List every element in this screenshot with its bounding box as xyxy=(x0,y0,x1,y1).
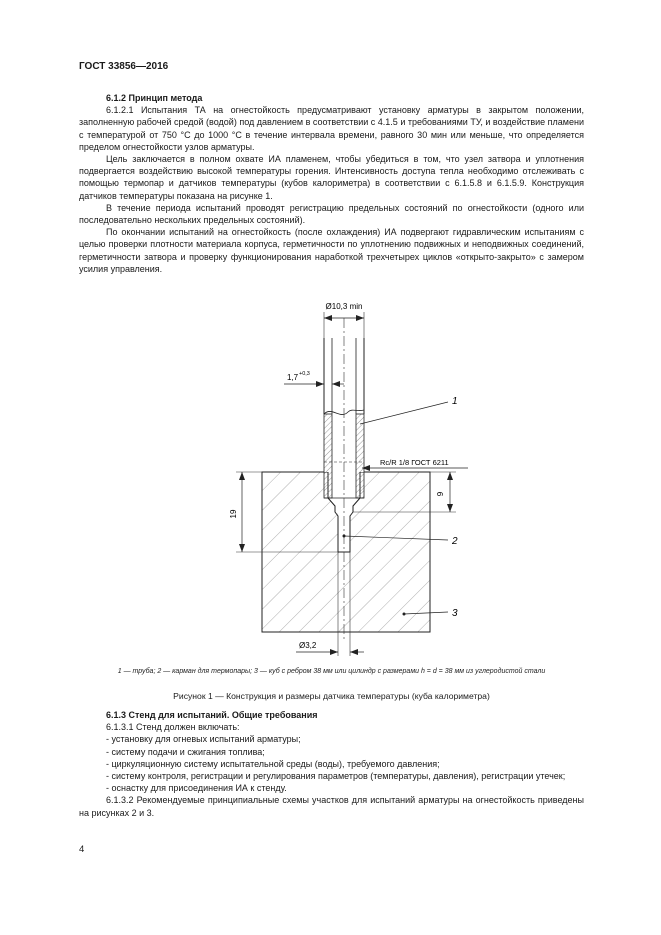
list-item: - оснастку для присоединения ИА к стенду. xyxy=(106,783,287,794)
section-heading: 6.1.2 Принцип метода xyxy=(106,93,203,103)
paragraph: Цель заключается в полном охвате ИА пламенем, чтобы убедиться в том, что узел затвора и уплотнения подвергается воздействию высокой температуры горения. Интенсивность доступа тепла необходимо отслеживать с помощью термопар и датчиков температуры (кубов калориметра) в соответствии с 6.1.5.8 и 6.1.5.9. Конструкция датчиков температуры показана на рисунке 1. xyxy=(79,154,584,201)
dim-wall-thickness: 1,7 xyxy=(287,373,299,382)
document-header: ГОСТ 33856—2016 xyxy=(79,61,169,72)
paragraph: 6.1.3.2 Рекомендуемые принципиальные схемы участков для испытаний арматуры на огнестойкость приведены на рисунках 2 и 3. xyxy=(79,795,584,818)
thread-label: Rc/R 1/8 ГОСТ 6211 xyxy=(380,458,449,467)
paragraph: В течение периода испытаний проводят регистрацию предельных состояний по огнестойкости (одного или последовательно нескольких предельных состояний). xyxy=(79,202,584,226)
page-number: 4 xyxy=(79,844,85,855)
paragraph: 6.1.3.1 Стенд должен включать: xyxy=(106,722,240,733)
figure-legend: 1 — труба; 2 — карман для термопары; 3 — куб с ребром 38 мм или цилиндр с размерами h = d = 38 мм из углеродистой стали xyxy=(117,668,546,675)
list-item: - установку для огневых испытаний арматуры; xyxy=(106,734,301,745)
dim-depth-19: 19 xyxy=(229,509,238,519)
dim-top-diameter: Ø10,3 min xyxy=(325,302,363,311)
section-heading: 6.1.3 Стенд для испытаний. Общие требования xyxy=(106,710,318,720)
callout-2: 2 xyxy=(452,536,458,547)
callout-3: 3 xyxy=(452,608,458,619)
list-item: - систему контроля, регистрации и регулирования параметров (температуры, давления), регистрации утечек; xyxy=(106,771,566,782)
list-item: - систему подачи и сжигания топлива; xyxy=(106,746,265,757)
dim-bottom-diameter: Ø3,2 xyxy=(299,641,317,650)
list-item: - циркуляционную систему испытательной среды (воды), требуемого давления; xyxy=(106,758,440,769)
callout-1: 1 xyxy=(452,396,458,407)
dim-wall-tolerance: +0,3 xyxy=(299,371,310,377)
section-6-1-3 xyxy=(79,709,584,819)
paragraph: По окончании испытаний на огнестойкость (после охлаждения) ИА подвергают гидравлическим испытаниям с целью проверки плотности материала корпуса, герметичности по уплотнению подвижных и неподвижных соединений, герметичности затвора и проверку функционирования наработкой трехчетырех циклов «открыто-закрыто» с замером усилия управления. xyxy=(79,227,584,274)
figure-caption: Рисунок 1 — Конструкция и размеры датчика температуры (куба калориметра) xyxy=(173,691,490,701)
paragraph: 6.1.2.1 Испытания ТА на огнестойкость предусматривают установку арматуры в закрытом положении, заполненную рабочей средой (водой) под давлением в соответствии с 4.1.5 и требованиями ТУ, и воздействие пламени с температурой от 750 °С до 1000 °С в течение интервала времени, равного 30 мин или меньше, что определяется пределом огнестойкости узлов арматуры. xyxy=(79,105,584,152)
dim-depth-9: 9 xyxy=(436,491,445,497)
